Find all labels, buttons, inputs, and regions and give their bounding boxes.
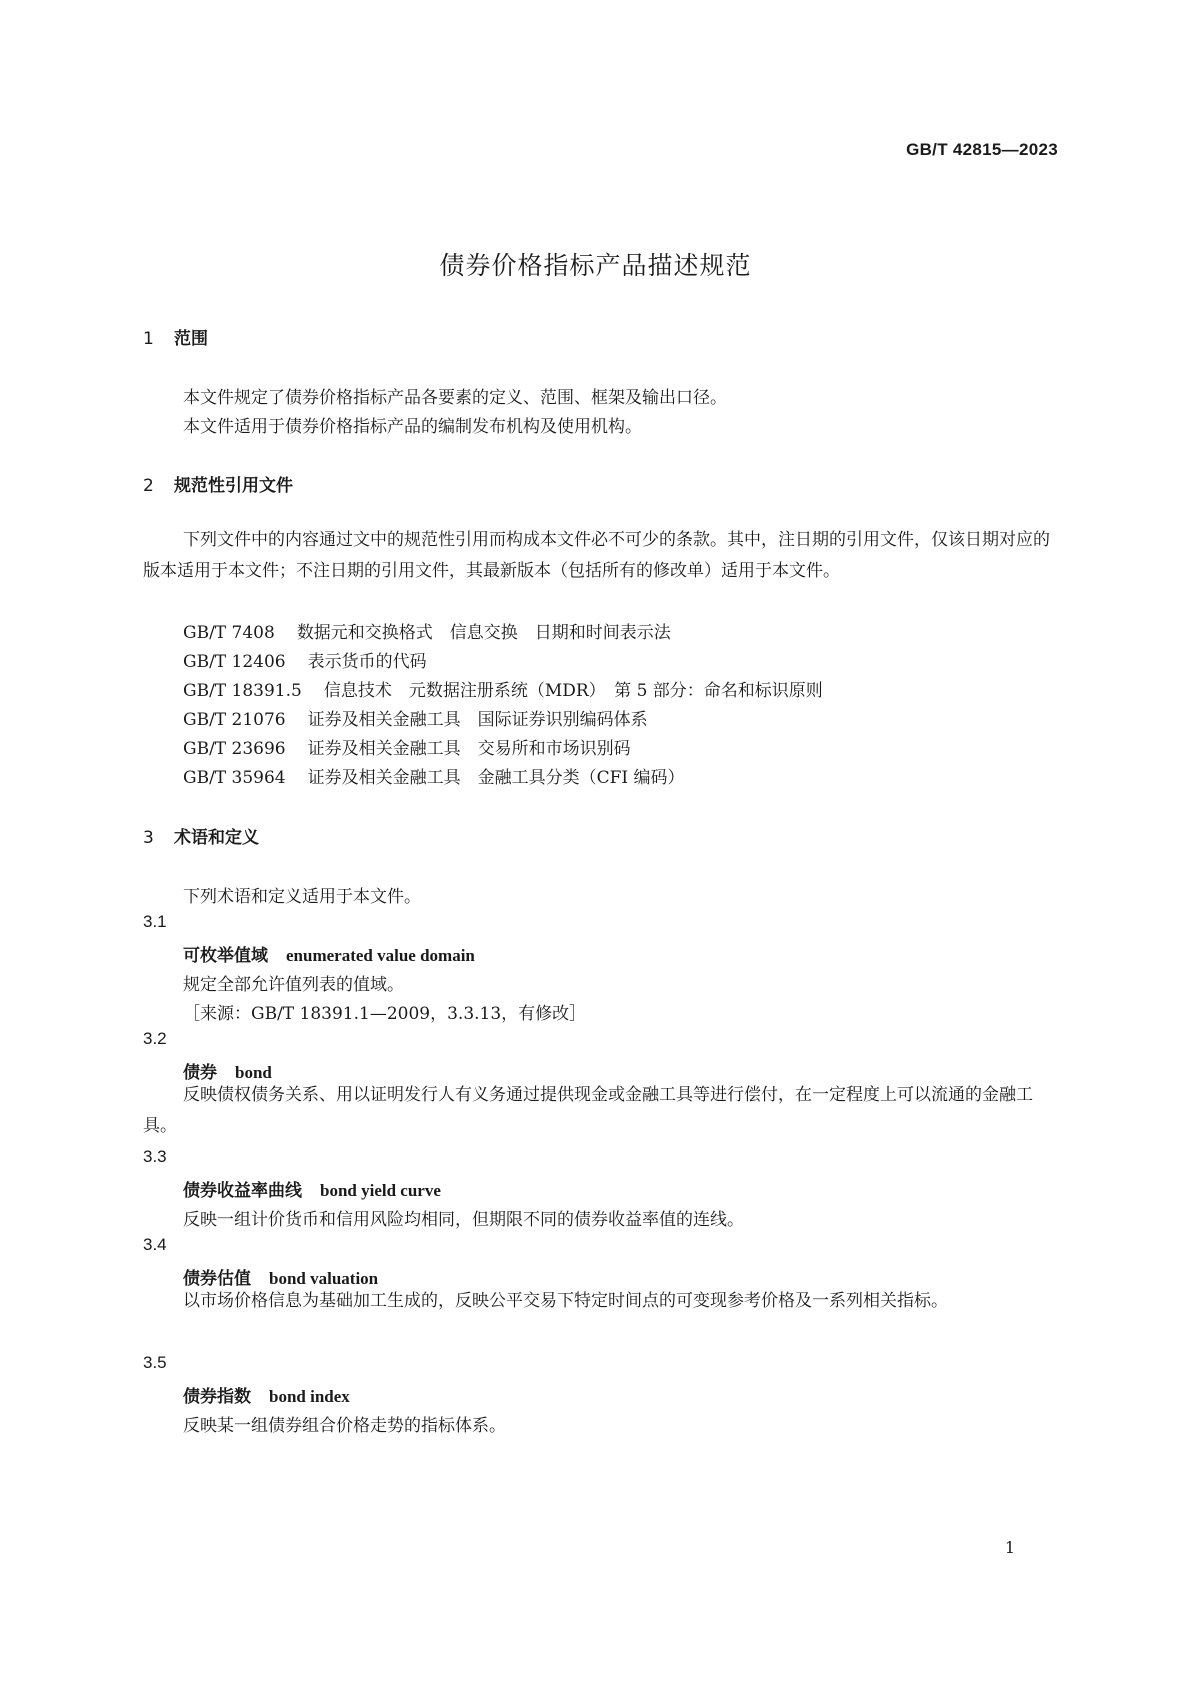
term-name-en: bond yield curve bbox=[320, 1181, 441, 1200]
term-name bbox=[183, 941, 475, 966]
term-name-zh: 债券估值 bbox=[183, 1269, 251, 1289]
reference-title: 信息技术 元数据注册系统（MDR） 第 5 部分：命名和标识原则 bbox=[323, 681, 823, 701]
section-2-heading bbox=[143, 471, 293, 496]
reference-title: 证券及相关金融工具 交易所和市场识别码 bbox=[307, 739, 631, 759]
reference-title: 证券及相关金融工具 国际证券识别编码体系 bbox=[307, 710, 648, 730]
term-definition: 以市场价格信息为基础加工生成的，反映公平交易下特定时间点的可变现参考价格及一系列相关指标。 bbox=[183, 1291, 948, 1311]
term-number: 3.2 bbox=[143, 1029, 167, 1048]
section-title: 范围 bbox=[174, 329, 208, 349]
standard-number: GB/T 42815—2023 bbox=[906, 140, 1058, 159]
reference-title: 表示货币的代码 bbox=[307, 652, 427, 672]
term-name-en: bond bbox=[235, 1063, 272, 1082]
term-name-zh: 可枚举值域 bbox=[183, 946, 268, 966]
term-name-zh: 债券 bbox=[183, 1063, 217, 1083]
normative-references-intro: 下列文件中的内容通过文中的规范性引用而构成本文件必不可少的条款。其中，注日期的引用文件，仅该日期对应的版本适用于本文件；不注日期的引用文件，其最新版本（包括所有的修改单）适用于本文件。 bbox=[143, 530, 1050, 581]
term-definition: 反映某一组债券组合价格走势的指标体系。 bbox=[183, 1416, 506, 1436]
term-name-en: bond valuation bbox=[269, 1269, 379, 1288]
term-definition: 反映一组计价货币和信用风险均相同，但期限不同的债券收益率值的连线。 bbox=[183, 1210, 744, 1230]
section-title: 术语和定义 bbox=[174, 828, 259, 848]
reference-item bbox=[183, 763, 685, 788]
term-name bbox=[183, 1382, 350, 1407]
term-name-en: bond index bbox=[269, 1387, 350, 1406]
reference-item bbox=[183, 676, 823, 701]
reference-item bbox=[183, 734, 631, 759]
term-number: 3.1 bbox=[143, 912, 167, 931]
term-number: 3.3 bbox=[143, 1147, 167, 1166]
term-name bbox=[183, 1176, 441, 1201]
page-number: 1 bbox=[1004, 1538, 1015, 1557]
scope-paragraph: 本文件规定了债券价格指标产品各要素的定义、范围、框架及输出口径。 bbox=[183, 388, 727, 408]
term-number: 3.5 bbox=[143, 1353, 167, 1372]
reference-item bbox=[183, 705, 648, 730]
terms-intro: 下列术语和定义适用于本文件。 bbox=[183, 887, 421, 907]
term-definition: 规定全部允许值列表的值域。 bbox=[183, 975, 404, 995]
reference-item bbox=[183, 618, 671, 643]
reference-code: GB/T 7408 bbox=[183, 623, 275, 643]
reference-code: GB/T 18391.5 bbox=[183, 681, 302, 701]
scope-paragraph: 本文件适用于债券价格指标产品的编制发布机构及使用机构。 bbox=[183, 417, 642, 437]
reference-title: 证券及相关金融工具 金融工具分类（CFI 编码） bbox=[307, 768, 685, 788]
section-3-heading bbox=[143, 823, 259, 848]
section-number: 1 bbox=[143, 329, 154, 349]
document-title: 债券价格指标产品描述规范 bbox=[439, 251, 752, 280]
term-name-en: enumerated value domain bbox=[286, 946, 475, 965]
term-number: 3.4 bbox=[143, 1235, 167, 1254]
section-title: 规范性引用文件 bbox=[174, 476, 293, 496]
section-1-heading bbox=[143, 324, 208, 349]
term-name-zh: 债券收益率曲线 bbox=[183, 1181, 302, 1201]
term-definition: 反映债权债务关系、用以证明发行人有义务通过提供现金或金融工具等进行偿付，在一定程度上可以流通的金融工具。 bbox=[143, 1085, 1033, 1136]
reference-code: GB/T 23696 bbox=[183, 739, 286, 759]
reference-code: GB/T 35964 bbox=[183, 768, 286, 788]
section-number: 3 bbox=[143, 828, 154, 848]
term-source: ［来源：GB/T 18391.1—2009，3.3.13，有修改］ bbox=[183, 1004, 587, 1024]
reference-code: GB/T 12406 bbox=[183, 652, 286, 672]
term-name-zh: 债券指数 bbox=[183, 1387, 251, 1407]
section-number: 2 bbox=[143, 476, 154, 496]
reference-item bbox=[183, 647, 427, 672]
reference-code: GB/T 21076 bbox=[183, 710, 286, 730]
reference-title: 数据元和交换格式 信息交换 日期和时间表示法 bbox=[296, 623, 671, 643]
